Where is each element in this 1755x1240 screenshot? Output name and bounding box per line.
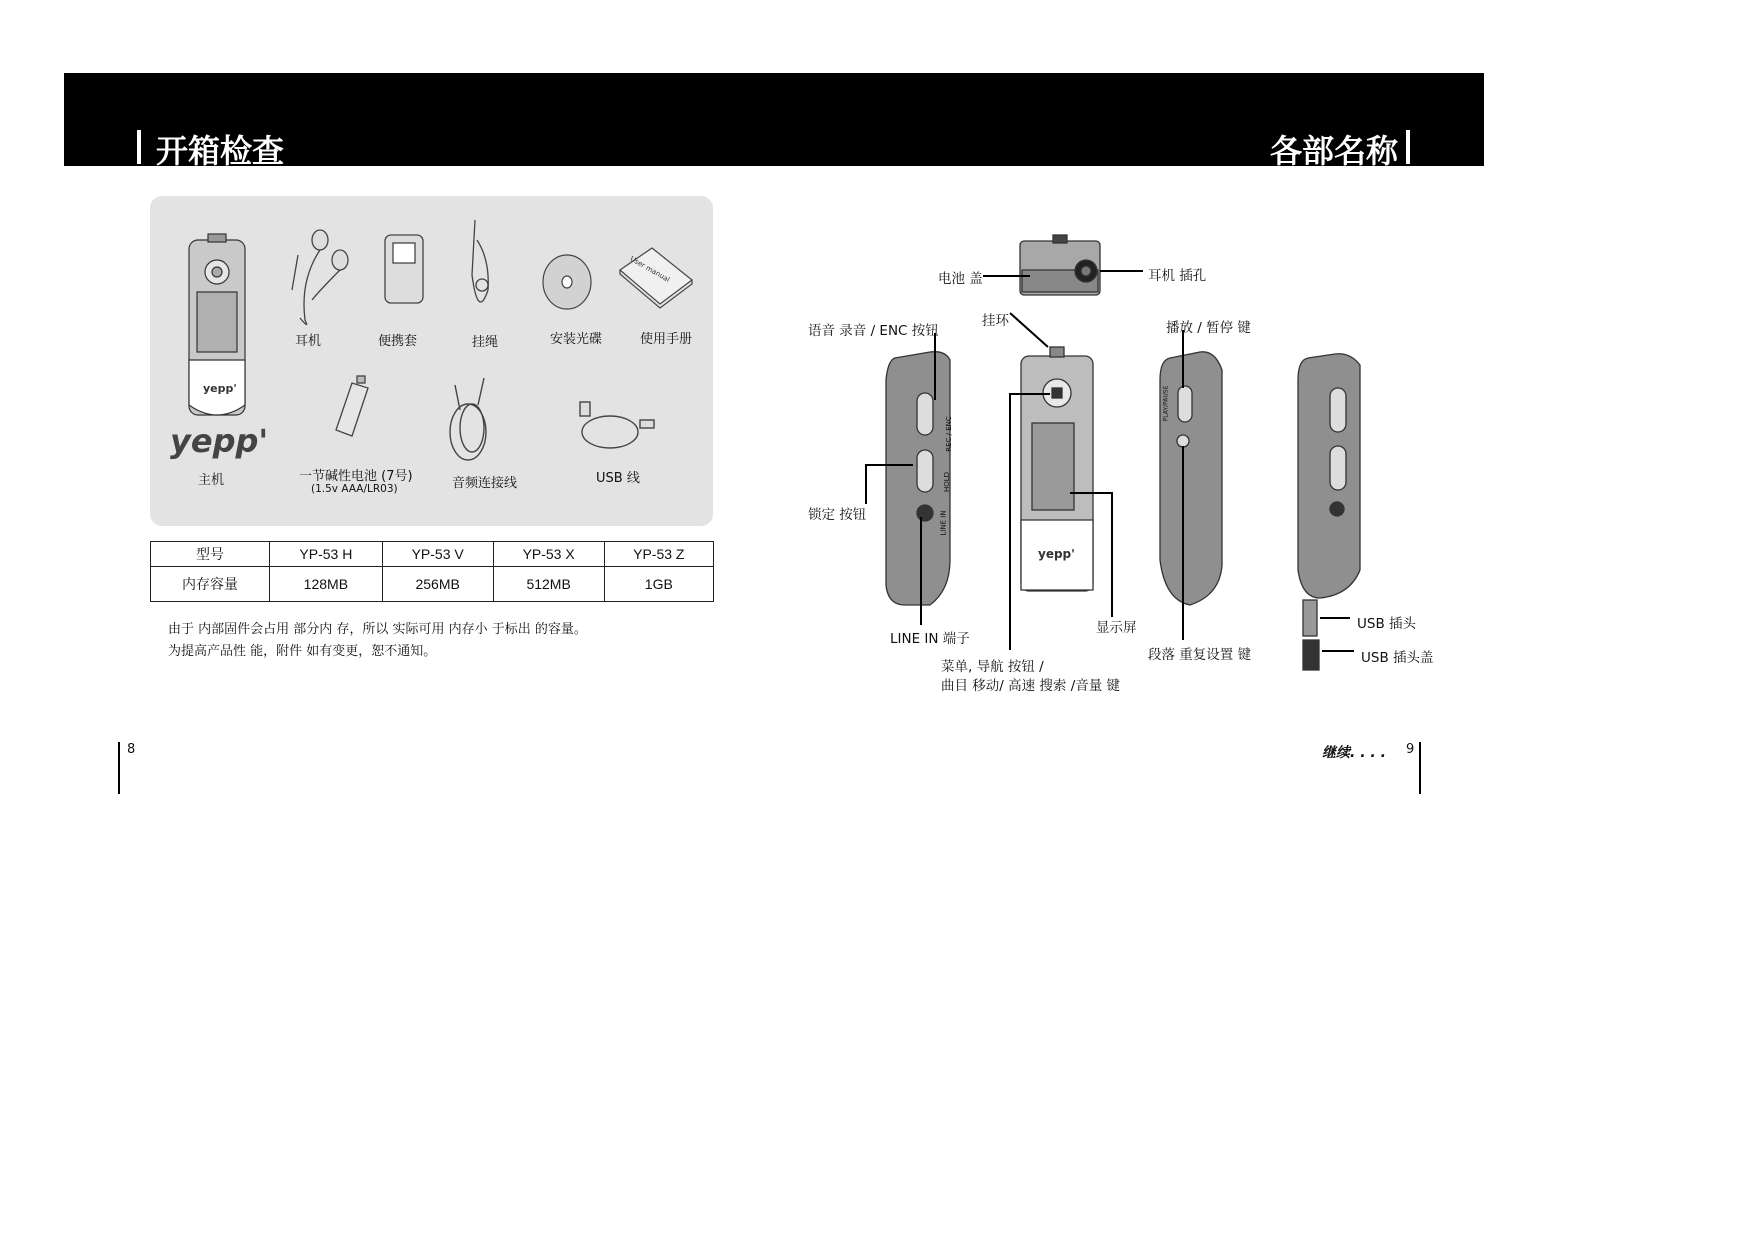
hold-device-label: HOLD [943,471,952,493]
install-cd-illustration [543,255,591,309]
note-line-1: 由于 内部固件会占用 部分内 存，所以 实际可用 内存小 于标出 的容量。 [168,622,587,637]
strap-ring-callout: 挂环 [982,313,1009,329]
audio-cable-label: 音频连接线 [452,476,518,491]
display-callout: 显示屏 [1096,620,1137,636]
continued-text: 继续. . . . [1322,745,1386,761]
battery-illustration [336,376,368,436]
usb-plug-callout: USB 插头 [1357,616,1417,632]
manual-cover-text: User manual [628,254,672,284]
right-page-rule [1419,742,1421,794]
earphone-jack-callout: 耳机 插孔 [1148,268,1207,284]
table-cell: 256MB [382,567,493,602]
usb-cable-illustration [580,402,654,448]
menu-nav-callout-2: 曲目 移动/ 高速 搜索 /音量 键 [941,678,1121,694]
left-page-rule [118,742,120,794]
table-cell: 512MB [493,567,604,602]
main-unit-logo: yepp' [203,382,237,395]
line-in-device-label: LINE IN [939,510,948,536]
table-cell: 1GB [604,567,713,602]
left-page-number: 8 [127,742,136,757]
table-cell: YP-53 Z [604,542,713,567]
usb-view-illustration [1298,354,1360,670]
install-cd-label: 安装光碟 [550,332,603,347]
main-unit-label: 主机 [198,473,225,488]
play-pause-callout: 播放 / 暂停 键 [1166,320,1251,336]
table-row [151,542,714,567]
note-line-2: 为提高产品性 能，附件 如有变更，恕不通知。 [168,644,437,659]
carrying-case-label: 便携套 [378,334,418,349]
hold-callout: 锁定 按钮 [808,507,867,523]
carrying-case-illustration [385,235,423,303]
table-cell: YP-53 X [493,542,604,567]
top-view-illustration [1020,235,1100,295]
usb-cable-label: USB 线 [596,471,640,486]
table-cell: YP-53 V [382,542,493,567]
battery-cover-callout: 电池 盖 [938,271,983,287]
usb-cap-callout: USB 插头盖 [1361,650,1434,666]
user-manual-label: 使用手册 [640,332,693,347]
audio-cable-illustration [450,378,486,460]
earphones-label: 耳机 [295,334,322,349]
neck-strap-label: 挂绳 [472,335,499,350]
table-cell: 型号 [151,542,270,567]
battery-spec-label: (1.5v AAA/LR03) [311,483,398,495]
front-logo: yepp' [1038,547,1075,561]
table-cell: YP-53 H [270,542,383,567]
menu-nav-callout-1: 菜单, 导航 按钮 / [941,659,1044,675]
table-cell: 128MB [270,567,383,602]
brand-logo: yepp' [170,422,269,460]
play-pause-device-label: PLAY/PAUSE [1162,385,1170,422]
left-page-title: 开箱检查 [156,132,285,170]
left-side-view-illustration [886,352,950,605]
table-row [151,567,714,602]
line-in-callout: LINE IN 端子 [890,631,970,647]
model-memory-table [150,541,714,602]
repeat-callout: 段落 重复设置 键 [1148,647,1252,663]
rec-enc-device-label: REC / ENC [944,416,953,452]
battery-label: 一节碱性电池 (7号) [299,469,413,484]
neck-strap-illustration [472,220,488,302]
right-page-title: 各部名称 [1270,132,1399,170]
table-cell: 内存容量 [151,567,270,602]
right-page-number: 9 [1406,742,1415,757]
voice-rec-enc-callout: 语音 录音 / ENC 按钮 [808,323,939,339]
earphones-illustration [292,230,348,325]
